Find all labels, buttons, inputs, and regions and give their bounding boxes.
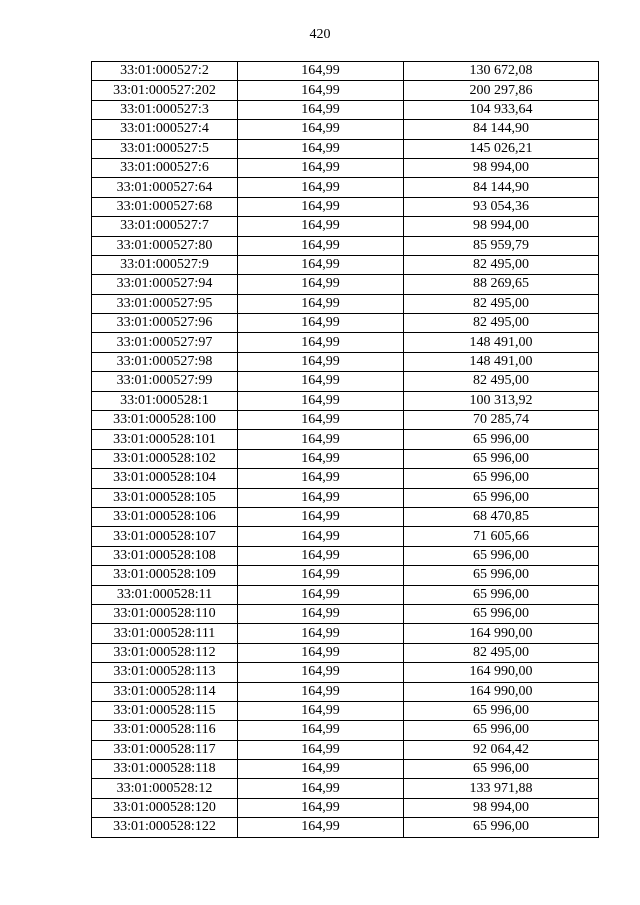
rate-cell: 164,99	[238, 682, 404, 701]
cadastral-value-cell: 164 990,00	[404, 663, 599, 682]
cadastral-number-cell: 33:01:000527:95	[92, 294, 238, 313]
table-row	[92, 275, 599, 294]
cadastral-number-cell: 33:01:000527:6	[92, 158, 238, 177]
table-row	[92, 217, 599, 236]
cadastral-value-cell: 65 996,00	[404, 449, 599, 468]
cadastral-value-cell: 65 996,00	[404, 488, 599, 507]
rate-cell: 164,99	[238, 469, 404, 488]
cadastral-value-cell: 98 994,00	[404, 158, 599, 177]
rate-cell: 164,99	[238, 120, 404, 139]
table-row	[92, 294, 599, 313]
rate-cell: 164,99	[238, 430, 404, 449]
rate-cell: 164,99	[238, 158, 404, 177]
table-row	[92, 314, 599, 333]
table-row	[92, 507, 599, 526]
cadastral-value-cell: 164 990,00	[404, 682, 599, 701]
rate-cell: 164,99	[238, 779, 404, 798]
cadastral-number-cell: 33:01:000528:110	[92, 604, 238, 623]
table-row	[92, 352, 599, 371]
table-row	[92, 740, 599, 759]
table-row	[92, 449, 599, 468]
cadastral-value-cell: 104 933,64	[404, 100, 599, 119]
table-body	[92, 62, 599, 838]
cadastral-number-cell: 33:01:000528:114	[92, 682, 238, 701]
cadastral-number-cell: 33:01:000527:5	[92, 139, 238, 158]
cadastral-value-table	[91, 61, 599, 838]
table-row	[92, 604, 599, 623]
cadastral-value-cell: 65 996,00	[404, 760, 599, 779]
rate-cell: 164,99	[238, 798, 404, 817]
cadastral-value-cell: 200 297,86	[404, 81, 599, 100]
cadastral-value-cell: 93 054,36	[404, 197, 599, 216]
rate-cell: 164,99	[238, 449, 404, 468]
cadastral-number-cell: 33:01:000528:106	[92, 507, 238, 526]
cadastral-value-cell: 98 994,00	[404, 798, 599, 817]
table-row	[92, 255, 599, 274]
cadastral-number-cell: 33:01:000527:202	[92, 81, 238, 100]
rate-cell: 164,99	[238, 236, 404, 255]
page-number: 420	[309, 27, 331, 42]
cadastral-number-cell: 33:01:000528:113	[92, 663, 238, 682]
table-row	[92, 818, 599, 837]
cadastral-value-cell: 65 996,00	[404, 469, 599, 488]
table-row	[92, 488, 599, 507]
table-row	[92, 333, 599, 352]
table-row	[92, 197, 599, 216]
cadastral-value-cell: 65 996,00	[404, 546, 599, 565]
cadastral-value-cell: 84 144,90	[404, 178, 599, 197]
cadastral-value-cell: 68 470,85	[404, 507, 599, 526]
cadastral-value-cell: 65 996,00	[404, 430, 599, 449]
rate-cell: 164,99	[238, 255, 404, 274]
rate-cell: 164,99	[238, 663, 404, 682]
rate-cell: 164,99	[238, 507, 404, 526]
cadastral-number-cell: 33:01:000528:122	[92, 818, 238, 837]
rate-cell: 164,99	[238, 566, 404, 585]
cadastral-value-cell: 85 959,79	[404, 236, 599, 255]
cadastral-number-cell: 33:01:000527:4	[92, 120, 238, 139]
rate-cell: 164,99	[238, 721, 404, 740]
cadastral-number-cell: 33:01:000528:117	[92, 740, 238, 759]
table-row	[92, 391, 599, 410]
table-row	[92, 624, 599, 643]
cadastral-number-cell: 33:01:000528:118	[92, 760, 238, 779]
rate-cell: 164,99	[238, 275, 404, 294]
cadastral-number-cell: 33:01:000528:116	[92, 721, 238, 740]
cadastral-number-cell: 33:01:000527:97	[92, 333, 238, 352]
cadastral-number-cell: 33:01:000528:1	[92, 391, 238, 410]
cadastral-number-cell: 33:01:000527:80	[92, 236, 238, 255]
rate-cell: 164,99	[238, 643, 404, 662]
cadastral-number-cell: 33:01:000528:111	[92, 624, 238, 643]
table-row	[92, 585, 599, 604]
rate-cell: 164,99	[238, 818, 404, 837]
cadastral-value-cell: 82 495,00	[404, 294, 599, 313]
rate-cell: 164,99	[238, 100, 404, 119]
table-row	[92, 546, 599, 565]
cadastral-value-cell: 82 495,00	[404, 372, 599, 391]
table-row	[92, 643, 599, 662]
table-row	[92, 760, 599, 779]
table-row	[92, 236, 599, 255]
rate-cell: 164,99	[238, 624, 404, 643]
table-row	[92, 372, 599, 391]
cadastral-value-cell: 65 996,00	[404, 566, 599, 585]
cadastral-value-cell: 92 064,42	[404, 740, 599, 759]
table-row	[92, 701, 599, 720]
rate-cell: 164,99	[238, 546, 404, 565]
rate-cell: 164,99	[238, 352, 404, 371]
cadastral-number-cell: 33:01:000528:101	[92, 430, 238, 449]
cadastral-number-cell: 33:01:000528:100	[92, 411, 238, 430]
rate-cell: 164,99	[238, 197, 404, 216]
rate-cell: 164,99	[238, 411, 404, 430]
rate-cell: 164,99	[238, 760, 404, 779]
cadastral-number-cell: 33:01:000528:109	[92, 566, 238, 585]
rate-cell: 164,99	[238, 62, 404, 81]
rate-cell: 164,99	[238, 527, 404, 546]
cadastral-number-cell: 33:01:000528:108	[92, 546, 238, 565]
rate-cell: 164,99	[238, 372, 404, 391]
cadastral-number-cell: 33:01:000528:120	[92, 798, 238, 817]
cadastral-number-cell: 33:01:000527:98	[92, 352, 238, 371]
cadastral-number-cell: 33:01:000527:64	[92, 178, 238, 197]
cadastral-value-cell: 82 495,00	[404, 314, 599, 333]
cadastral-value-cell: 133 971,88	[404, 779, 599, 798]
cadastral-number-cell: 33:01:000528:105	[92, 488, 238, 507]
table-row	[92, 411, 599, 430]
table-row	[92, 62, 599, 81]
cadastral-number-cell: 33:01:000528:107	[92, 527, 238, 546]
cadastral-value-cell: 98 994,00	[404, 217, 599, 236]
rate-cell: 164,99	[238, 294, 404, 313]
cadastral-value-cell: 65 996,00	[404, 701, 599, 720]
rate-cell: 164,99	[238, 217, 404, 236]
rate-cell: 164,99	[238, 178, 404, 197]
cadastral-number-cell: 33:01:000527:96	[92, 314, 238, 333]
rate-cell: 164,99	[238, 604, 404, 623]
cadastral-number-cell: 33:01:000528:115	[92, 701, 238, 720]
table-row	[92, 779, 599, 798]
table-row	[92, 469, 599, 488]
cadastral-number-cell: 33:01:000528:12	[92, 779, 238, 798]
cadastral-number-cell: 33:01:000528:102	[92, 449, 238, 468]
cadastral-value-cell: 148 491,00	[404, 352, 599, 371]
cadastral-value-cell: 148 491,00	[404, 333, 599, 352]
cadastral-number-cell: 33:01:000528:11	[92, 585, 238, 604]
cadastral-number-cell: 33:01:000527:68	[92, 197, 238, 216]
cadastral-value-cell: 164 990,00	[404, 624, 599, 643]
rate-cell: 164,99	[238, 333, 404, 352]
rate-cell: 164,99	[238, 81, 404, 100]
table-row	[92, 139, 599, 158]
table-row	[92, 81, 599, 100]
cadastral-value-cell: 145 026,21	[404, 139, 599, 158]
table-row	[92, 178, 599, 197]
rate-cell: 164,99	[238, 701, 404, 720]
table-row	[92, 158, 599, 177]
cadastral-value-cell: 100 313,92	[404, 391, 599, 410]
table-row	[92, 798, 599, 817]
rate-cell: 164,99	[238, 488, 404, 507]
cadastral-value-cell: 84 144,90	[404, 120, 599, 139]
cadastral-value-cell: 82 495,00	[404, 643, 599, 662]
cadastral-value-cell: 65 996,00	[404, 604, 599, 623]
table-row	[92, 663, 599, 682]
rate-cell: 164,99	[238, 740, 404, 759]
cadastral-value-cell: 65 996,00	[404, 818, 599, 837]
table-row	[92, 430, 599, 449]
table-row	[92, 566, 599, 585]
cadastral-value-cell: 65 996,00	[404, 585, 599, 604]
table-row	[92, 120, 599, 139]
cadastral-number-cell: 33:01:000528:104	[92, 469, 238, 488]
cadastral-value-cell: 70 285,74	[404, 411, 599, 430]
table-row	[92, 100, 599, 119]
cadastral-value-cell: 71 605,66	[404, 527, 599, 546]
cadastral-number-cell: 33:01:000527:2	[92, 62, 238, 81]
rate-cell: 164,99	[238, 314, 404, 333]
cadastral-value-cell: 88 269,65	[404, 275, 599, 294]
table-row	[92, 721, 599, 740]
cadastral-value-cell: 82 495,00	[404, 255, 599, 274]
cadastral-value-cell: 130 672,08	[404, 62, 599, 81]
cadastral-number-cell: 33:01:000527:7	[92, 217, 238, 236]
cadastral-number-cell: 33:01:000527:94	[92, 275, 238, 294]
cadastral-number-cell: 33:01:000527:9	[92, 255, 238, 274]
cadastral-number-cell: 33:01:000527:3	[92, 100, 238, 119]
rate-cell: 164,99	[238, 139, 404, 158]
cadastral-value-cell: 65 996,00	[404, 721, 599, 740]
table-row	[92, 682, 599, 701]
rate-cell: 164,99	[238, 585, 404, 604]
table-row	[92, 527, 599, 546]
rate-cell: 164,99	[238, 391, 404, 410]
cadastral-number-cell: 33:01:000527:99	[92, 372, 238, 391]
cadastral-number-cell: 33:01:000528:112	[92, 643, 238, 662]
